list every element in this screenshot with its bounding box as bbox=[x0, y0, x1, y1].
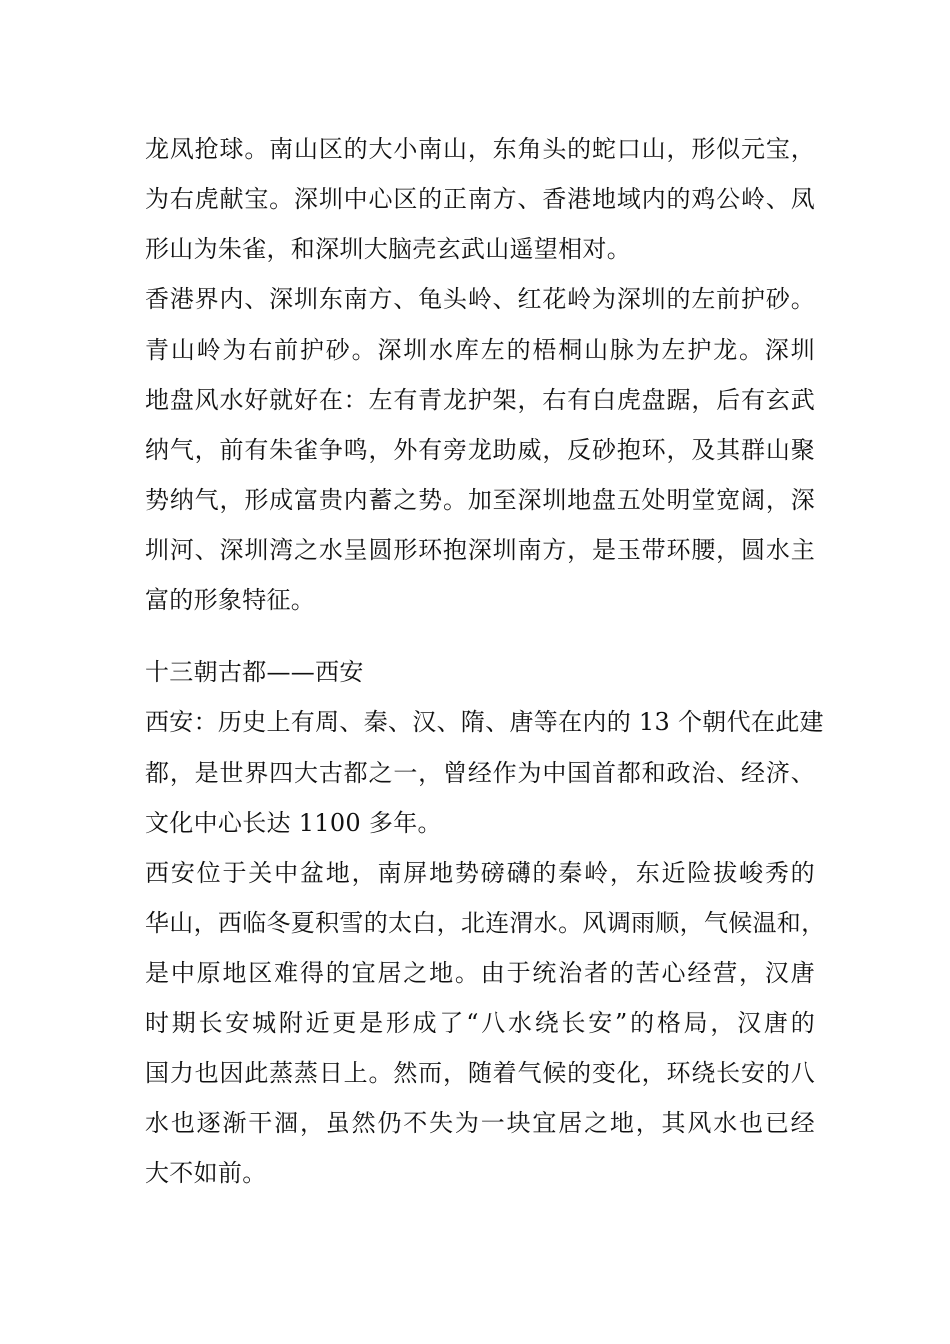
paragraph-line: 为右虎献宝。深圳中心区的正南方、香港地域内的鸡公岭、凤 bbox=[145, 185, 815, 213]
paragraph-line: 圳河、深圳湾之水呈圆形环抱深圳南方，是玉带环腰，圆水主 bbox=[145, 536, 815, 564]
section-heading: 十三朝古都——西安 bbox=[145, 658, 364, 686]
paragraph-line: 大不如前。 bbox=[145, 1159, 267, 1187]
paragraph-line: 是中原地区难得的宜居之地。由于统治者的苦心经营，汉唐 bbox=[145, 959, 815, 987]
paragraph-line: 香港界内、深圳东南方、龟头岭、红花岭为深圳的左前护砂。 bbox=[145, 285, 815, 313]
paragraph-line: 西安：历史上有周、秦、汉、隋、唐等在内的 13 个朝代在此建 bbox=[145, 708, 824, 736]
paragraph-line: 纳气，前有朱雀争鸣，外有旁龙助威，反砂抱环，及其群山聚 bbox=[145, 436, 815, 464]
paragraph-line: 形山为朱雀，和深圳大脑壳玄武山遥望相对。 bbox=[145, 235, 631, 263]
paragraph-line: 西安位于关中盆地，南屏地势磅礴的秦岭，东近险拔峻秀的 bbox=[145, 859, 815, 887]
paragraph-line: 水也逐渐干涸，虽然仍不失为一块宜居之地，其风水也已经 bbox=[145, 1109, 815, 1137]
paragraph-line: 龙凤抢球。南山区的大小南山，东角头的蛇口山，形似元宝， bbox=[145, 135, 815, 163]
paragraph-line: 文化中心长达 1100 多年。 bbox=[145, 809, 442, 837]
paragraph-line: 华山，西临冬夏积雪的太白，北连渭水。风调雨顺，气候温和， bbox=[145, 909, 826, 937]
paragraph-line: 都，是世界四大古都之一，曾经作为中国首都和政治、经济、 bbox=[145, 759, 815, 787]
paragraph-line: 势纳气，形成富贵内蓄之势。加至深圳地盘五处明堂宽阔，深 bbox=[145, 486, 815, 514]
paragraph-line: 地盘风水好就好在：左有青龙护架，右有白虎盘踞，后有玄武 bbox=[145, 386, 815, 414]
paragraph-line: 富的形象特征。 bbox=[145, 586, 316, 614]
paragraph-line: 青山岭为右前护砂。深圳水库左的梧桐山脉为左护龙。深圳 bbox=[145, 336, 815, 364]
paragraph-line: 国力也因此蒸蒸日上。然而，随着气候的变化，环绕长安的八 bbox=[145, 1059, 815, 1087]
paragraph-line: 时期长安城附近更是形成了“八水绕长安”的格局，汉唐的 bbox=[145, 1009, 815, 1037]
